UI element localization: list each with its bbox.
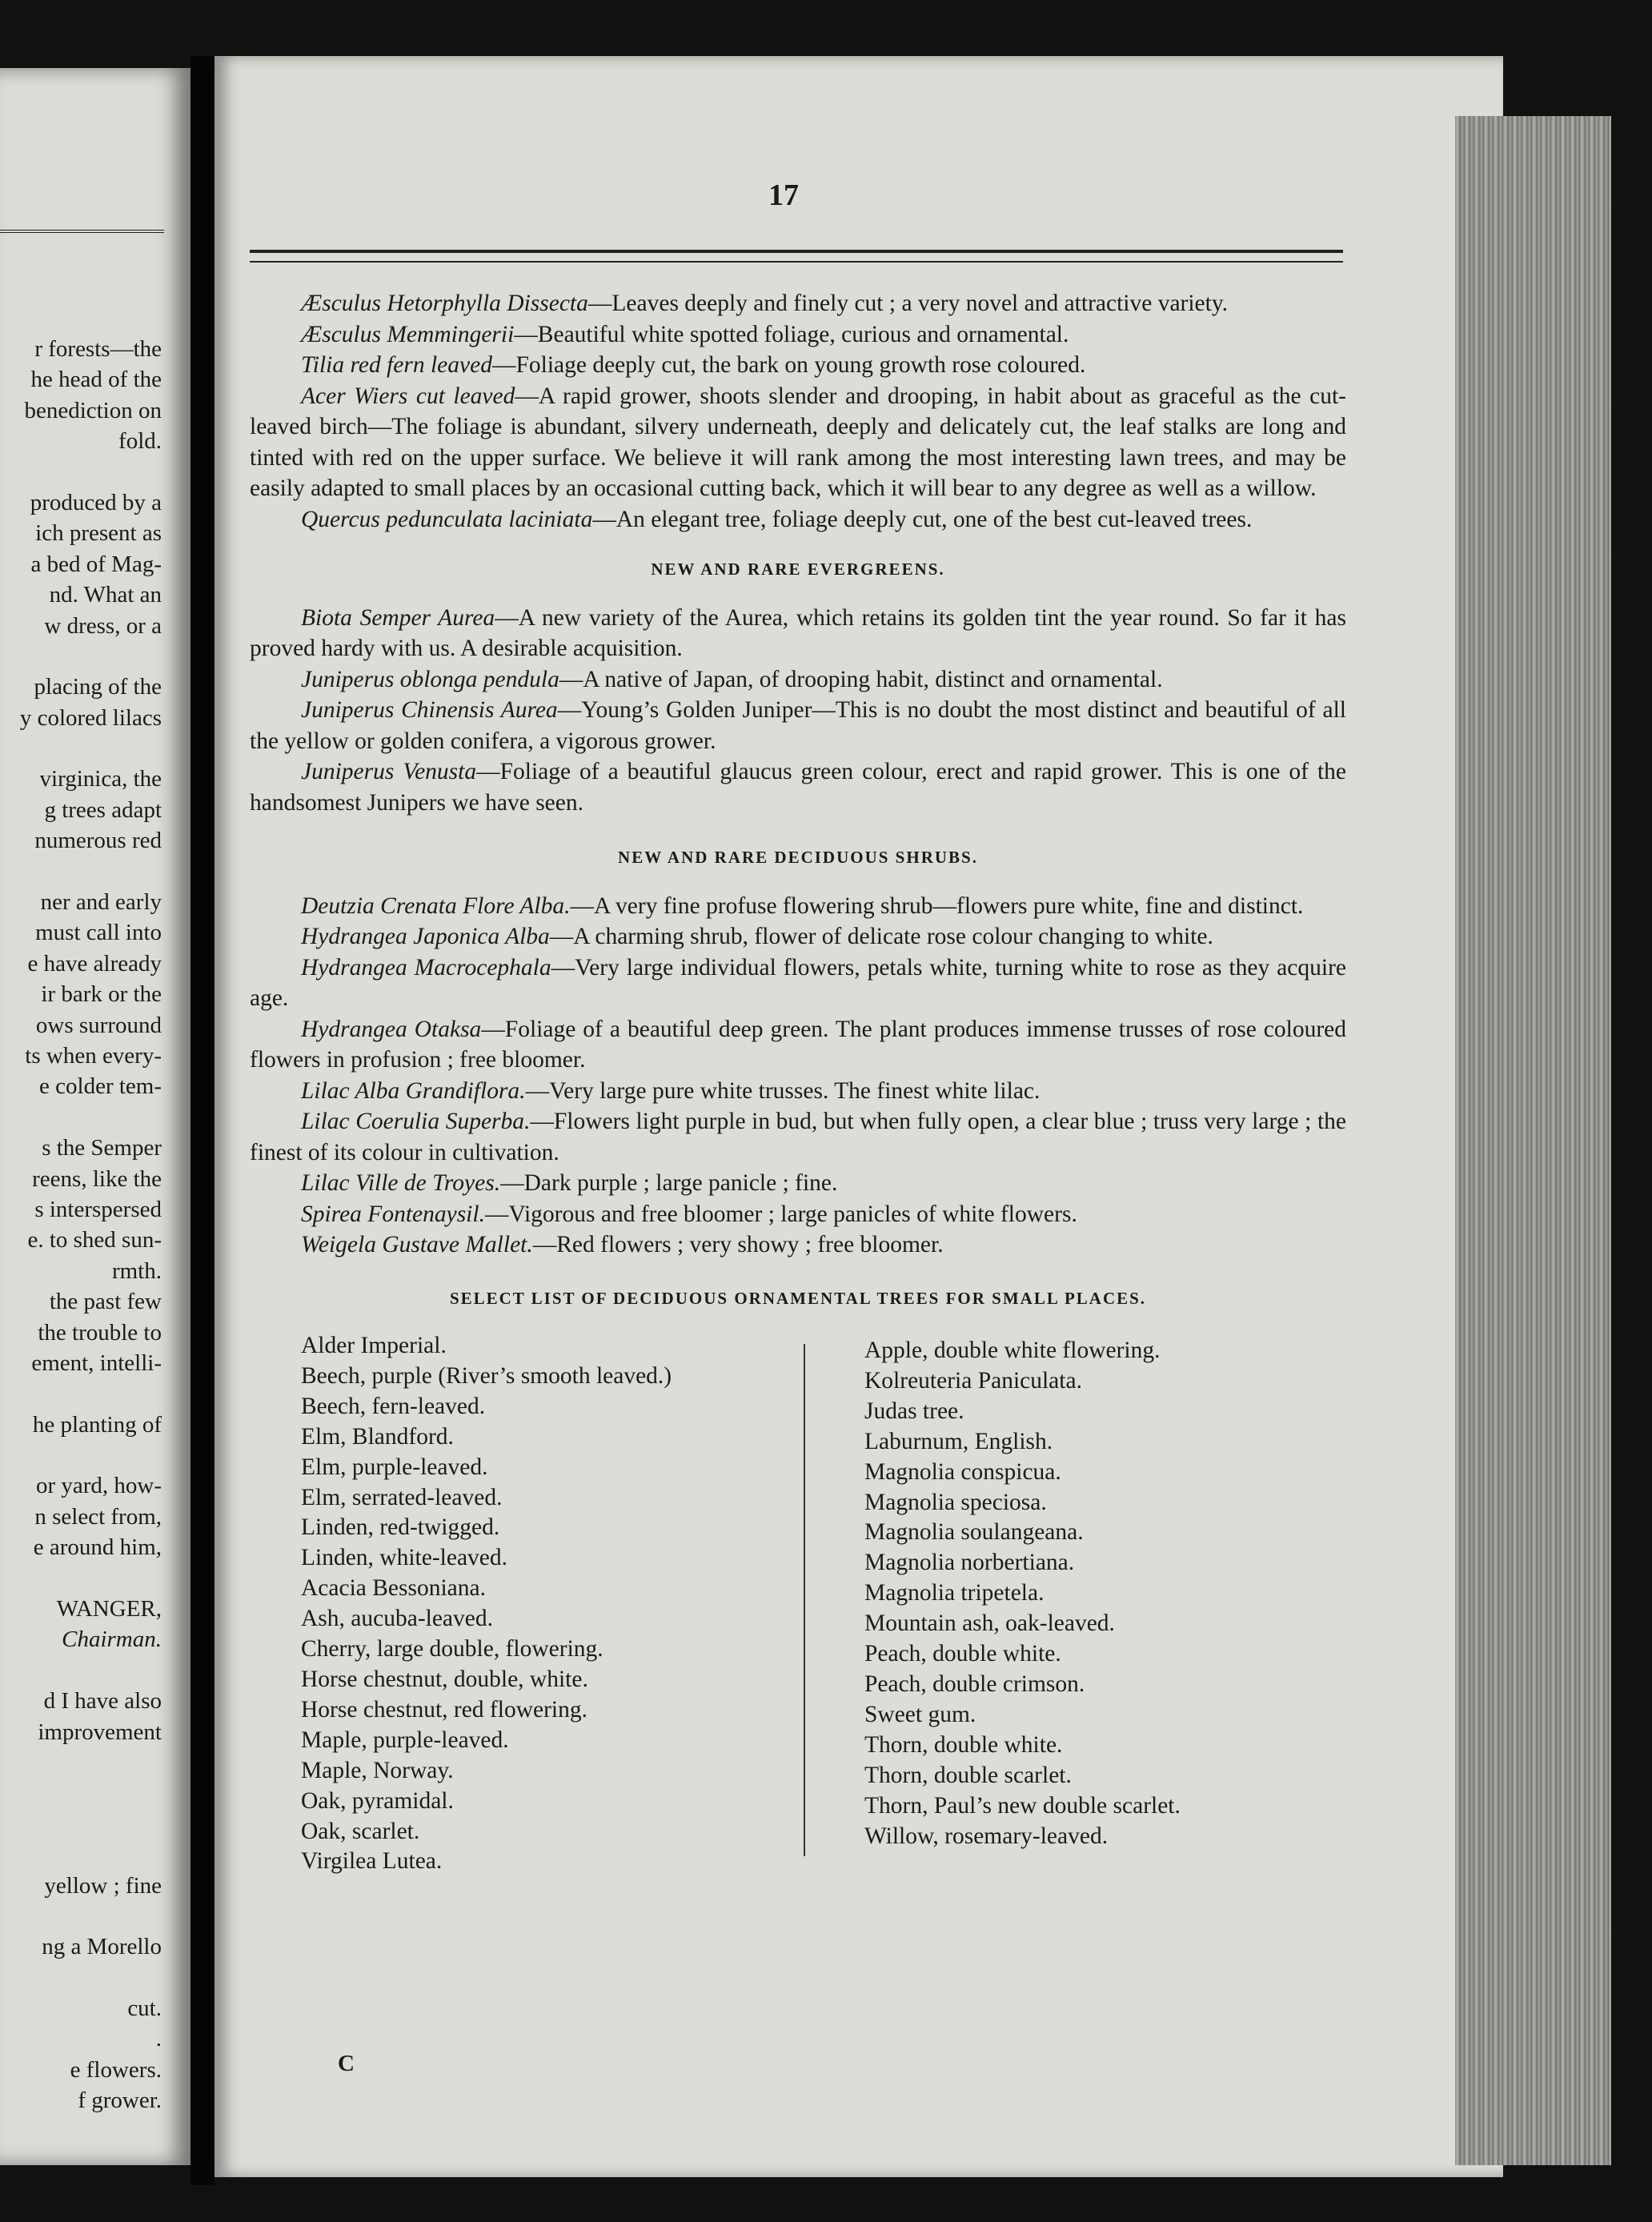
entry-name: Æsculus Hetorphylla Dissecta [301, 291, 588, 316]
list-item: Maple, Norway. [301, 1757, 454, 1783]
left-page-line: f grower. [78, 2088, 162, 2114]
left-page-line: cut. [127, 1995, 162, 2022]
entry-text: —A native of Japan, of drooping habit, distinct and ornamental. [559, 666, 1163, 692]
left-page-line: e have already [27, 950, 162, 977]
left-page-line [0, 1747, 162, 1778]
entry [250, 504, 1346, 535]
left-page-line: the trouble to [38, 1319, 162, 1346]
list-item: Magnolia tripetela. [864, 1580, 1045, 1606]
left-page-line: the past few [49, 1289, 162, 1315]
left-page-line: d I have also [43, 1688, 162, 1715]
entry [250, 350, 1346, 381]
list-item: Willow, rosemary-leaved. [864, 1823, 1109, 1849]
select-list-right-column [864, 1336, 1181, 1851]
left-page-line: yellow ; fine [44, 1872, 162, 1899]
list-item: Apple, double white flowering. [864, 1338, 1161, 1363]
entry-name: Lilac Alba Grandiflora. [301, 1077, 526, 1104]
entry-name: Spirea Fontenaysil. [301, 1201, 485, 1227]
entry [250, 953, 1346, 1014]
left-page-line [0, 1901, 162, 1931]
list-item: Oak, pyramidal. [301, 1787, 454, 1814]
entry-name: Lilac Ville de Troyes. [301, 1170, 501, 1196]
evergreen-entries [250, 603, 1346, 819]
list-item: Linden, white-leaved. [301, 1545, 508, 1571]
header-rule [250, 250, 1343, 263]
signature-mark: C [338, 2051, 355, 2076]
list-item: Mountain ash, oak-leaved. [864, 1610, 1115, 1637]
list-item: Magnolia conspicua. [864, 1458, 1061, 1485]
left-page-line: w dress, or a [44, 612, 162, 639]
shrub-entries [250, 891, 1346, 1261]
entry-text: —A very fine profuse flowering shrub—flowers pure white, fine and distinct. [570, 892, 1304, 919]
list-item: Peach, double crimson. [864, 1671, 1085, 1697]
left-page-line [0, 856, 162, 887]
list-item: Magnolia speciosa. [864, 1489, 1047, 1515]
list-item: Beech, fern-leaved. [301, 1393, 486, 1419]
left-page-line: he planting of [32, 1411, 162, 1438]
entry-text: —A rapid grower, shoots slender and drooping, in habit about as graceful as the cut-leaved birch—The foliage is abundant, silvery underneath, deeply and delicately cut, the leaf stalks are long and tinted with red on the upper surface. We believe it will rank among the most interesting lawn trees, and may be easily adapted to small places by an occasional cutting back, which it will bear to any degree as well as a willow. [250, 383, 1346, 501]
entry [250, 664, 1346, 696]
entry [250, 603, 1346, 664]
entry [250, 319, 1346, 351]
entry-text: —Foliage of a beautiful deep green. The plant produces immense trusses of rose coloured flowers in profusion ; free bloomer. [250, 1016, 1347, 1073]
left-page-line [0, 1655, 162, 1686]
list-item: Elm, Blandford. [301, 1423, 454, 1450]
left-page-text [0, 334, 162, 2116]
select-list-left-column [301, 1331, 672, 1877]
list-item: Horse chestnut, red flowering. [301, 1696, 587, 1723]
left-page-line: rmth. [111, 1257, 162, 1284]
entry-text: —A charming shrub, flower of delicate rose colour changing to white. [549, 924, 1213, 949]
left-page-line: ows surround [35, 1012, 162, 1038]
entry-text: —Foliage of a beautiful glaucus green colour, erect and rapid grower. This is one of the handsomest Junipers we have seen. [250, 759, 1346, 816]
left-page-line: nd. What an [49, 582, 162, 608]
left-page-line: Chairman. [62, 1626, 162, 1653]
page-content [250, 288, 1347, 1875]
entry-text: —A new variety of the Aurea, which retains its golden tint the year round. So far it has proved hardy with us. A desirable acquisition. [250, 604, 1346, 661]
entry-text: —Vigorous and free bloomer ; large panicles of white flowers. [484, 1201, 1077, 1227]
left-page-line [0, 1102, 162, 1133]
list-item: Thorn, double scarlet. [864, 1762, 1072, 1788]
left-page-line: WANGER, [56, 1596, 162, 1622]
left-page-line: ng a Morello [42, 1934, 162, 1960]
ornamental-entries [250, 288, 1346, 535]
left-page-line: . [155, 2026, 162, 2052]
left-page-rule [0, 230, 164, 235]
left-page-line: ts when every- [25, 1042, 162, 1069]
entry-text: —Very large individual flowers, petals white, turning white to rose as they acquire age. [250, 954, 1346, 1011]
section-title-select-list: SELECT LIST OF DECIDUOUS ORNAMENTAL TREES FOR SMALL PLACES. [449, 1288, 1147, 1308]
left-page-line [0, 1839, 162, 1870]
list-item: Thorn, double white. [864, 1731, 1063, 1758]
list-item: Kolreuteria Paniculata. [864, 1367, 1082, 1394]
list-item: Peach, double white. [864, 1641, 1061, 1667]
list-item: Thorn, Paul’s new double scarlet. [864, 1792, 1181, 1819]
left-page-line [0, 1563, 162, 1594]
entry [250, 1199, 1346, 1230]
entry [250, 921, 1346, 953]
left-page-line [0, 457, 162, 487]
left-page-line: reens, like the [32, 1165, 162, 1192]
list-item: Beech, purple (River’s smooth leaved.) [301, 1362, 672, 1389]
entry-name: Acer Wiers cut leaved [301, 383, 515, 409]
entry [250, 695, 1346, 756]
list-item: Maple, purple-leaved. [301, 1727, 509, 1753]
entry-name: Weigela Gustave Mallet. [301, 1232, 533, 1257]
left-page-line: s the Semper [42, 1135, 162, 1161]
left-page-line [0, 1778, 162, 1808]
entry-text: —Leaves deeply and finely cut ; a very novel and attractive variety. [587, 291, 1229, 316]
left-page-line: or yard, how- [35, 1473, 162, 1499]
left-page-line: must call into [35, 920, 162, 946]
list-item: Virgilea Lutea. [301, 1848, 443, 1875]
left-page-line: numerous red [34, 828, 162, 854]
section-title-evergreens: NEW AND RARE EVERGREENS. [651, 560, 945, 579]
page-number: 17 [768, 178, 799, 212]
entry-name: Juniperus oblonga pendula [301, 666, 559, 692]
left-page-line: s interspersed [34, 1196, 162, 1222]
left-page-line [0, 1963, 162, 1993]
entry-text: —Red flowers ; very showy ; free bloomer. [532, 1232, 944, 1257]
left-page-line: e around him, [33, 1534, 162, 1561]
left-page-line: g trees adapt [44, 796, 162, 823]
page-edges [1455, 116, 1611, 2165]
entry-name: Tilia red fern leaved [301, 352, 492, 378]
left-page-line [0, 1378, 162, 1409]
entry-text: —Dark purple ; large panicle ; fine. [500, 1170, 838, 1196]
entry-text: —Young’s Golden Juniper—This is no doubt the most distinct and beautiful of all the yellow or golden conifera, a vigorous grower. [250, 697, 1346, 754]
entry-text: —Flowers light purple in bud, but when fully open, a clear blue ; truss very large ; the finest of its colour in cultivation. [250, 1109, 1346, 1165]
left-page-line [0, 1440, 162, 1470]
left-page-line: he head of the [30, 367, 162, 393]
list-item: Alder Imperial. [301, 1333, 447, 1358]
list-item: Magnolia norbertiana. [864, 1550, 1075, 1576]
left-page-line [0, 1809, 162, 1839]
entry-text: —Very large pure white trusses. The finest white lilac. [525, 1077, 1041, 1104]
list-item: Elm, serrated-leaved. [301, 1484, 503, 1510]
entry [250, 1106, 1346, 1168]
entry-name: Deutzia Crenata Flore Alba. [301, 892, 571, 919]
left-page-line: n select from, [34, 1503, 162, 1530]
left-page-line: improvement [38, 1719, 162, 1745]
entry-name: Biota Semper Aurea [301, 604, 495, 631]
entry-name: Hydrangea Otaksa [301, 1016, 482, 1042]
book-gutter [190, 56, 215, 2185]
entry [250, 1014, 1346, 1076]
entry-text: —Beautiful white spotted foliage, curious and ornamental. [514, 321, 1069, 347]
left-page-line: ich present as [35, 520, 162, 547]
left-page-line: e. to shed sun- [27, 1227, 162, 1253]
entry [250, 288, 1346, 319]
left-page-line: fold. [118, 428, 162, 455]
list-item: Sweet gum. [864, 1701, 976, 1727]
entry-name: Æsculus Memmingerii [301, 321, 515, 347]
list-item: Linden, red-twigged. [301, 1514, 500, 1541]
list-item: Elm, purple-leaved. [301, 1454, 488, 1480]
left-page-line: ement, intelli- [31, 1350, 162, 1376]
left-page-line: y colored lilacs [19, 704, 162, 731]
left-page-line [0, 641, 162, 672]
list-item: Ash, aucuba-leaved. [301, 1606, 493, 1632]
entry-name: Lilac Coerulia Superba. [301, 1109, 531, 1134]
entry-name: Juniperus Venusta [301, 759, 477, 784]
entry [250, 1168, 1346, 1199]
entry-text: —Foliage deeply cut, the bark on young growth rose coloured. [491, 352, 1086, 378]
entry-name: Juniperus Chinensis Aurea [301, 697, 558, 723]
list-item: Magnolia soulangeana. [864, 1519, 1084, 1546]
left-page-line: produced by a [30, 489, 162, 515]
list-item: Oak, scarlet. [301, 1818, 420, 1844]
list-item: Cherry, large double, flowering. [301, 1636, 603, 1662]
entry-name: Quercus pedunculata laciniata [301, 506, 593, 532]
entry [250, 756, 1346, 818]
left-page-line: virginica, the [39, 766, 162, 792]
entry [250, 1076, 1346, 1107]
entry [250, 1229, 1346, 1261]
left-page-line: ir bark or the [41, 981, 162, 1008]
left-page-line: ner and early [40, 889, 162, 916]
entry-name: Hydrangea Japonica Alba [301, 924, 550, 949]
left-page-line: benediction on [24, 397, 162, 423]
section-title-shrubs: NEW AND RARE DECIDUOUS SHRUBS. [618, 848, 978, 867]
list-item: Judas tree. [864, 1398, 964, 1424]
column-divider [804, 1344, 805, 1856]
entry [250, 381, 1346, 504]
list-item: Horse chestnut, double, white. [301, 1666, 588, 1692]
left-page-line: placing of the [34, 674, 162, 700]
list-item: Acacia Bessoniana. [301, 1575, 486, 1602]
entry-name: Hydrangea Macrocephala [301, 954, 551, 981]
entry-text: —An elegant tree, foliage deeply cut, one of the best cut-leaved trees. [592, 506, 1253, 532]
entry [250, 891, 1346, 922]
left-page-line [0, 733, 162, 764]
left-page-line: e flowers. [70, 2056, 162, 2083]
left-page-line: r forests—the [34, 336, 162, 362]
left-page [0, 68, 190, 2165]
list-item: Laburnum, English. [864, 1428, 1053, 1454]
left-page-line: a bed of Mag- [30, 551, 162, 577]
left-page-line: e colder tem- [39, 1073, 162, 1100]
